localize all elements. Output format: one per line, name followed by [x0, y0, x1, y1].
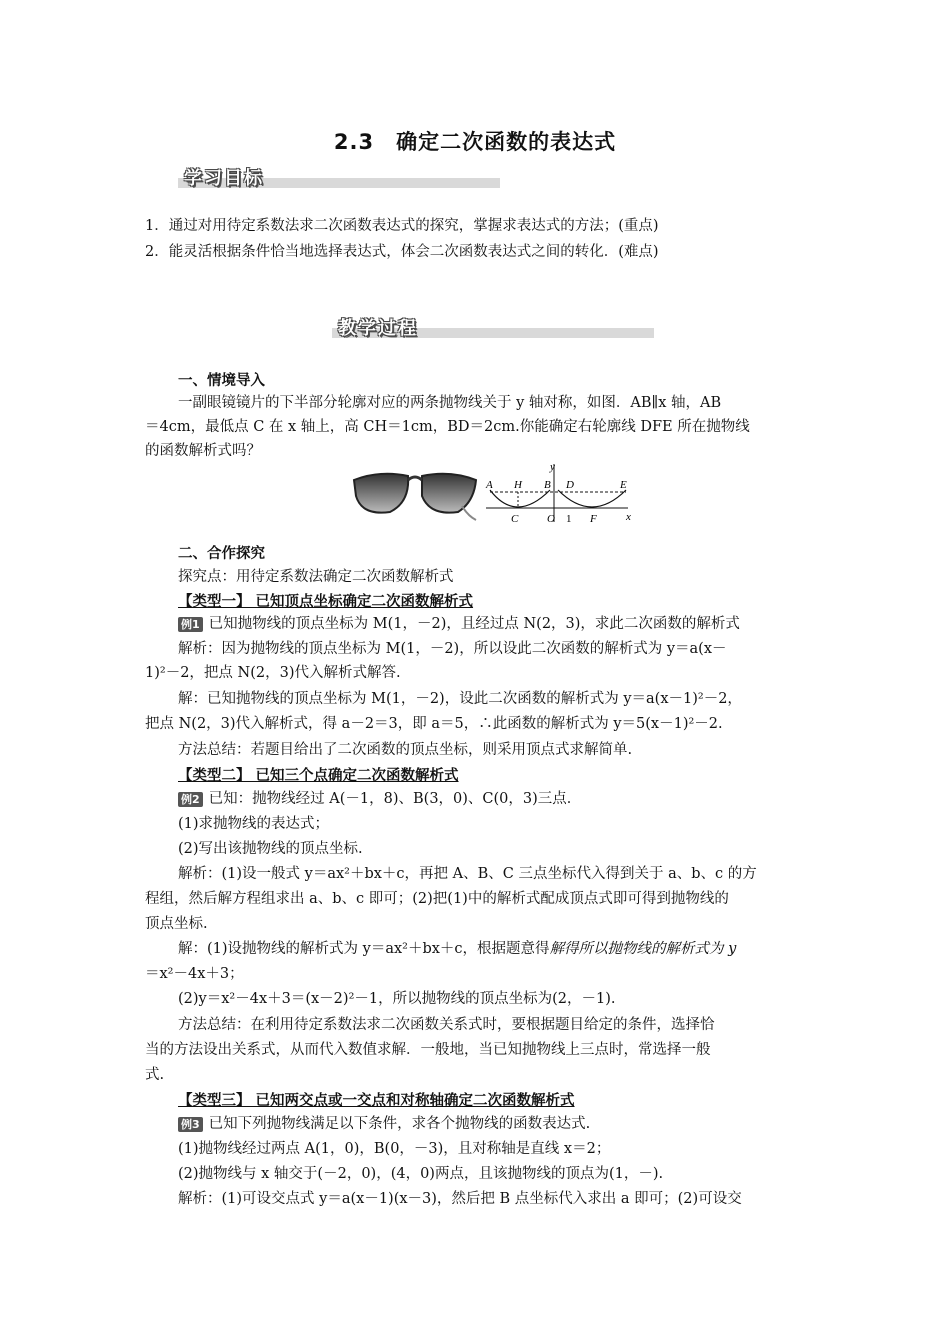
right-parabola — [558, 490, 626, 507]
example-1-tag: 例1 — [178, 617, 203, 632]
ex1-solution-2: 把点 N(2，3)代入解析式，得 a－2＝3，即 a＝5，∴此函数的解析式为 y＝5(x－1)²－2. — [145, 716, 723, 732]
left-parabola — [490, 490, 550, 507]
goals-banner — [178, 166, 500, 192]
label-f: F — [590, 513, 597, 525]
label-d: D — [566, 479, 574, 491]
process-banner-label: 教学过程 — [338, 318, 418, 339]
scenario-line-3: 的函数解析式吗？ — [145, 443, 261, 459]
example-2-text: 已知：抛物线经过 A(－1，8)、B(3，0)、C(0，3)三点． — [208, 791, 582, 807]
ex2-solution-1 — [178, 938, 840, 961]
ex2-solution-1b: 解得所以抛物线的解析式为 y — [549, 941, 737, 957]
scenario-line-2: ＝4cm，最低点 C 在 x 轴上，高 CH＝1cm，BD＝2cm.你能确定右轮廓线 DFE 所在抛物线 — [145, 419, 750, 435]
goal-1: 1．通过对用待定系数法求二次函数表达式的探究，掌握求表达式的方法；(重点) — [145, 218, 659, 234]
ex2-solution-3: (2)y＝x²－4x＋3＝(x－2)²－1，所以抛物线的顶点坐标为(2，－1). — [178, 991, 616, 1007]
example-1 — [178, 613, 840, 636]
bridge — [408, 477, 422, 480]
explore-point: 探究点：用待定系数法确定二次函数解析式 — [178, 569, 454, 585]
example-3 — [178, 1113, 840, 1136]
label-o: O — [547, 513, 555, 525]
ex1-summary: 方法总结：若题目给出了二次函数的顶点坐标，则采用顶点式求解简单. — [178, 742, 633, 758]
type-3-heading: 【类型三】 已知两交点或一交点和对称轴确定二次函数解析式 — [178, 1092, 575, 1109]
sunglasses-image — [350, 462, 480, 524]
ex3-analysis-1: 解析：(1)可设交点式 y＝a(x－1)(x－3)，然后把 B 点坐标代入求出 a 即可；(2)可设交 — [178, 1191, 742, 1207]
goals-banner-label: 学习目标 — [184, 168, 264, 189]
ex2-question-1: (1)求抛物线的表达式； — [178, 816, 330, 832]
example-2-tag: 例2 — [178, 792, 203, 807]
example-2 — [178, 788, 840, 811]
ex1-solution-1: 解：已知抛物线的顶点坐标为 M(1，－2)，设此二次函数的解析式为 y＝a(x－1)²－2， — [178, 691, 742, 707]
goal-2: 2．能灵活根据条件恰当地选择表达式，体会二次函数表达式之间的转化．(难点) — [145, 244, 659, 260]
scenario-line-1: 一副眼镜镜片的下半部分轮廓对应的两条抛物线关于 y 轴对称，如图．AB∥x 轴，AB — [178, 395, 722, 411]
label-one: 1 — [566, 513, 572, 525]
ex2-question-2: (2)写出该抛物线的顶点坐标. — [178, 841, 363, 857]
label-y: y — [550, 461, 555, 473]
type-1-heading: 【类型一】 已知顶点坐标确定二次函数解析式 — [178, 593, 474, 610]
type-2-heading: 【类型二】 已知三个点确定二次函数解析式 — [178, 767, 459, 784]
ex2-summary-3: 式. — [145, 1067, 165, 1083]
label-a: A — [486, 479, 493, 491]
label-h: H — [514, 479, 522, 491]
ex2-summary-2: 当的方法设出关系式，从而代入数值求解．一般地，当已知抛物线上三点时，常选择一般 — [145, 1042, 711, 1058]
ex3-question-1: (1)抛物线经过两点 A(1，0)，B(0，－3)，且对称轴是直线 x＝2； — [178, 1141, 611, 1157]
ex2-solution-1a: 解：(1)设抛物线的解析式为 y＝ax²＋bx＋c，根据题意得 — [178, 941, 550, 957]
ex1-analysis-1: 解析：因为抛物线的顶点坐标为 M(1，－2)，所以设此二次函数的解析式为 y＝a(x－ — [178, 641, 727, 657]
ex2-analysis-2: 程组，然后解方程组求出 a、b、c 即可；(2)把(1)中的解析式配成顶点式即可得到抛物线的 — [145, 891, 729, 907]
temple-arm — [462, 506, 476, 520]
ex2-analysis-1: 解析：(1)设一般式 y＝ax²＋bx＋c，再把 A、B、C 三点坐标代入得到关于 a、b、c 的方 — [178, 866, 757, 882]
right-lens — [422, 474, 476, 513]
parabola-diagram — [480, 460, 640, 526]
label-b: B — [544, 479, 551, 491]
label-e: E — [620, 479, 627, 491]
page-title: 2.3 确定二次函数的表达式 — [333, 130, 617, 154]
example-3-text: 已知下列抛物线满足以下条件，求各个抛物线的函数表达式. — [208, 1116, 591, 1132]
ex2-analysis-3: 顶点坐标. — [145, 916, 208, 932]
process-banner — [332, 316, 654, 342]
section-1-heading: 一、情境导入 — [178, 372, 265, 389]
example-1-text: 已知抛物线的顶点坐标为 M(1，－2)，且经过点 N(2，3)，求此二次函数的解析式 — [208, 616, 740, 632]
section-2-heading: 二、合作探究 — [178, 545, 265, 562]
ex2-solution-2: ＝x²－4x＋3； — [145, 966, 244, 982]
left-lens — [354, 474, 408, 513]
label-x: x — [626, 511, 631, 523]
label-c: C — [511, 513, 519, 525]
ex3-question-2: (2)抛物线与 x 轴交于(－2，0)，(4，0)两点，且该抛物线的顶点为(1，－). — [178, 1166, 664, 1182]
ex2-summary-1: 方法总结：在利用待定系数法求二次函数关系式时，要根据题目给定的条件，选择恰 — [178, 1017, 715, 1033]
example-3-tag: 例3 — [178, 1117, 203, 1132]
ex1-analysis-2: 1)²－2，把点 N(2，3)代入解析式解答. — [145, 665, 401, 681]
